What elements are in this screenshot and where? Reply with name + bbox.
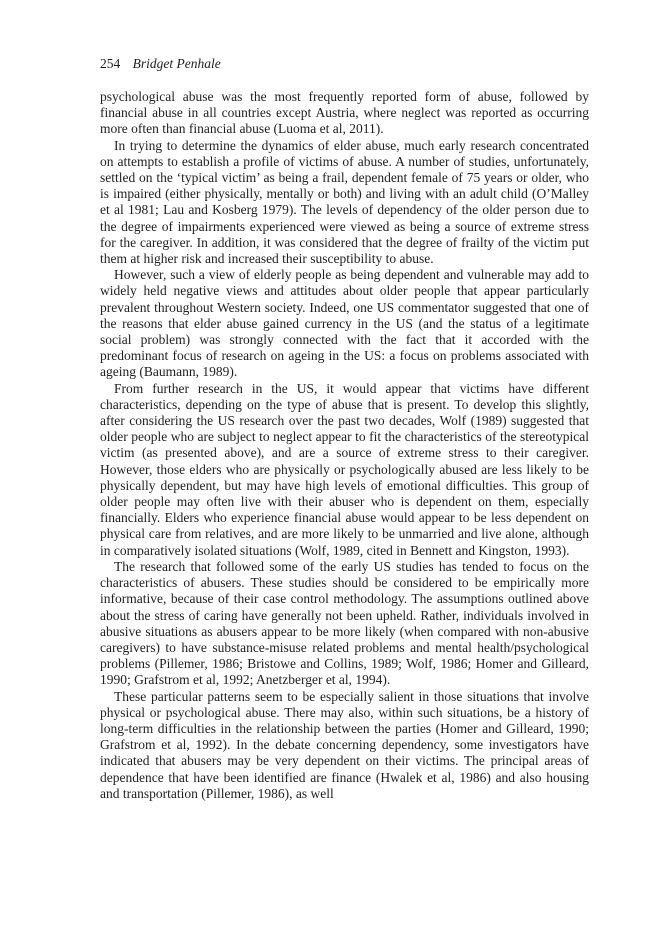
body-text (100, 89, 589, 802)
running-head-author: Bridget Penhale (132, 56, 221, 71)
running-head (100, 56, 221, 72)
paragraph: psychological abuse was the most frequently reported form of abuse, followed by financial abuse in all countries except Austria, where neglect was reported as occurring more often than financial abuse (Luoma et al, 2011). (100, 89, 589, 137)
paragraph: These particular patterns seem to be especially salient in those situations that involve physical or psychological abuse. There may also, within such situations, be a history of long-term difficulties in the relationship between the parties (Homer and Gilleard, 1990; Grafstrom et al, 1992). In the debate concerning dependency, some investigators have indicated that abusers may be very dependent on their victims. The principal areas of dependence that have been identified are finance (Hwalek et al, 1986) and also housing and transportation (Pillemer, 1986), as well (100, 688, 589, 801)
paragraph: In trying to determine the dynamics of elder abuse, much early research concentrated on attempts to establish a profile of victims of abuse. A number of studies, unfortunately, settled on the ‘typical victim’ as being a frail, dependent female of 75 years or older, who is impaired (either physically, mentally or both) and living with an adult child (O’Malley et al 1981; Lau and Kosberg 1979). The levels of dependency of the older person due to the degree of impairments experienced were viewed as being a source of extreme stress for the caregiver. In addition, it was considered that the degree of frailty of the victim put them at higher risk and increased their susceptibility to abuse. (100, 137, 589, 267)
page-number: 254 (100, 56, 121, 71)
paragraph: However, such a view of elderly people as being dependent and vulnerable may add to widely held negative views and attitudes about older people that appear particularly prevalent throughout Western society. Indeed, one US commentator suggested that one of the reasons that elder abuse gained currency in the US (and the status of a legitimate social problem) was strongly connected with the fact that it accorded with the predominant focus of research on ageing in the US: a focus on problems associated with ageing (Baumann, 1989). (100, 267, 589, 380)
paragraph: From further research in the US, it would appear that victims have different characteristics, depending on the type of abuse that is present. To develop this slightly, after considering the US research over the past two decades, Wolf (1989) suggested that older people who are subject to neglect appear to fit the characteristics of the stereotypical victim (as presented above), and are a source of extreme stress to their caregiver. However, those elders who are physically or psychologically abused are less likely to be physically dependent, but may have high levels of emotional difficulties. This group of older people may often live with their abuser who is dependent on them, especially financially. Elders who experience financial abuse would appear to be less dependent on physical care from relatives, and are more likely to be unmarried and live alone, although in comparatively isolated situations (Wolf, 1989, cited in Bennett and Kingston, 1993). (100, 380, 589, 558)
paragraph: The research that followed some of the early US studies has tended to focus on the characteristics of abusers. These studies should be considered to be empirically more informative, because of their case control methodology. The assumptions outlined above about the stress of caring have generally not been upheld. Rather, individuals involved in abusive situations as abusers appear to be more likely (when compared with non-abusive caregivers) to have substance-misuse related problems and mental health/psychological problems (Pillemer, 1986; Bristowe and Collins, 1989; Wolf, 1986; Homer and Gilleard, 1990; Grafstrom et al, 1992; Anetzberger et al, 1994). (100, 558, 589, 688)
